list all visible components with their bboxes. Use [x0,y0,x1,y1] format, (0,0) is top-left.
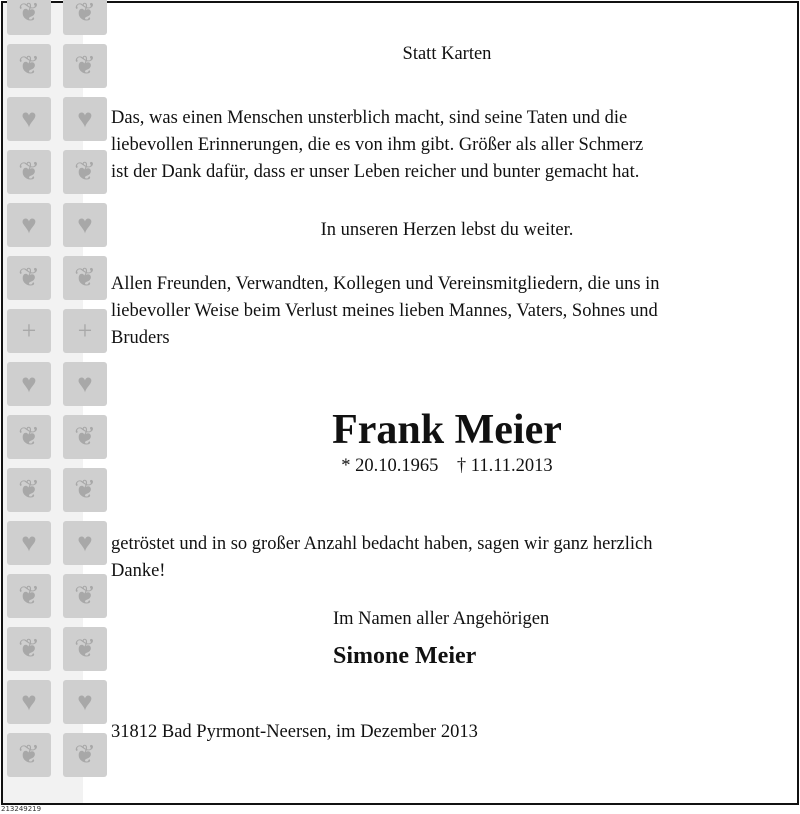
heart-icon: ♥ [7,97,51,141]
text-line: getröstet und in so großer Anzahl bedacht haben, sagen wir ganz herzlich [111,534,653,554]
leaf-icon: ❦ [7,150,51,194]
leaf-icon: ❦ [7,256,51,300]
deceased-name: Frank Meier [332,407,562,453]
motto: In unseren Herzen lebst du weiter. [320,220,574,240]
place-date: 31812 Bad Pyrmont-Neersen, im Dezember 2013 [111,722,478,742]
obituary-notice [1,1,799,805]
leaf-icon: ❦ [63,468,107,512]
leaf-icon: ❦ [63,0,107,35]
leaf-icon: ❦ [63,415,107,459]
leaf-icon: ❦ [63,627,107,671]
cross-icon: + [7,309,51,353]
text-line: Allen Freunden, Verwandten, Kollegen und Vereinsmitgliedern, die uns in [111,274,660,294]
text-line: liebevollen Erinnerungen, die es von ihm gibt. Größer als aller Schmerz [111,135,644,155]
heart-icon: ♥ [63,680,107,724]
heart-icon: ♥ [63,521,107,565]
text-line: ist der Dank dafür, dass er unser Leben reicher und bunter gemacht hat. [111,162,640,182]
leaf-icon: ❦ [7,0,51,35]
life-dates: * 20.10.1965 † 11.11.2013 [341,456,553,476]
closing: Im Namen aller Angehörigen [333,609,550,629]
leaf-icon: ❦ [63,733,107,777]
heading: Statt Karten [402,44,492,64]
leaf-icon: ❦ [7,44,51,88]
leaf-icon: ❦ [63,256,107,300]
heart-icon: ♥ [63,97,107,141]
heart-icon: ♥ [63,362,107,406]
text-line: liebevoller Weise beim Verlust meines lieben Mannes, Vaters, Sohnes und [111,301,658,321]
signer-name: Simone Meier [333,643,477,669]
paragraph-2 [111,271,783,352]
text-line: Das, was einen Menschen unsterblich macht, sind seine Taten und die [111,108,628,128]
heart-icon: ♥ [7,521,51,565]
heart-icon: ♥ [7,203,51,247]
leaf-icon: ❦ [63,150,107,194]
paragraph-1 [111,105,783,186]
leaf-icon: ❦ [7,468,51,512]
text-line: Danke! [111,561,166,581]
text-line: Bruders [111,328,170,348]
leaf-icon: ❦ [7,574,51,618]
leaf-icon: ❦ [63,44,107,88]
heart-icon: ♥ [7,680,51,724]
heart-icon: ♥ [7,362,51,406]
decorative-tile-strip [3,0,96,803]
leaf-icon: ❦ [7,733,51,777]
leaf-icon: ❦ [63,574,107,618]
paragraph-3 [111,531,783,585]
cross-icon: + [63,309,107,353]
leaf-icon: ❦ [7,627,51,671]
reference-number: 213249219 [1,805,42,813]
heart-icon: ♥ [63,203,107,247]
leaf-icon: ❦ [7,415,51,459]
